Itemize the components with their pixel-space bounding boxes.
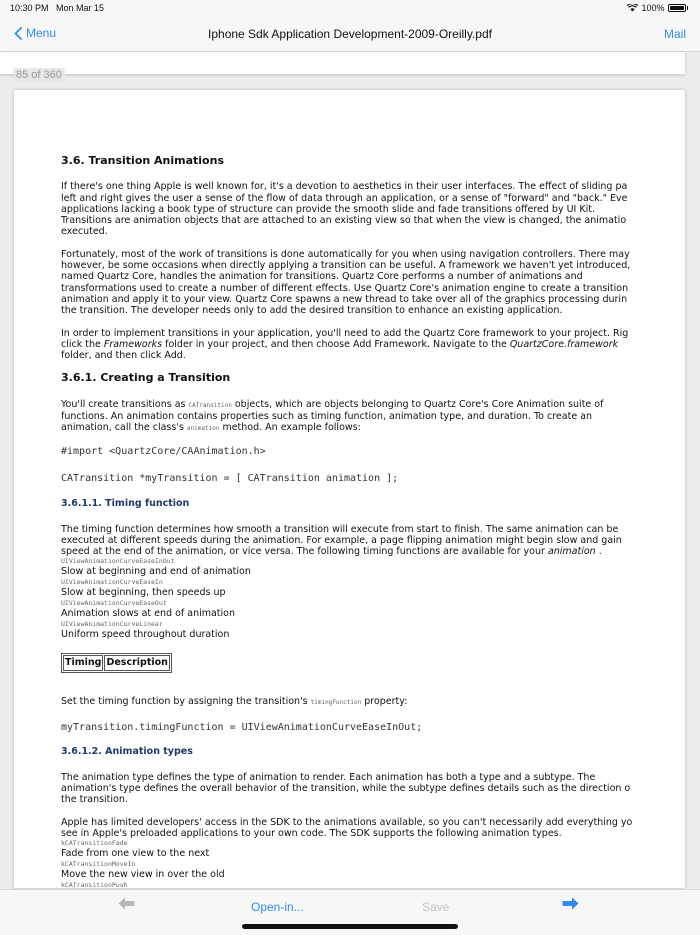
paragraph <box>61 181 639 237</box>
text-line: folder, and then click Add. <box>61 350 186 362</box>
page-indicator: 85 of 360 <box>13 68 65 82</box>
code-block: #import <QuartzCore/CAAnimation.h> <box>61 445 266 457</box>
save-button[interactable]: Save <box>422 900 450 914</box>
inline-code: animation <box>186 425 220 433</box>
text-italic: QuartzCore.framework <box>509 338 619 350</box>
pdf-page[interactable] <box>14 90 685 888</box>
definition-term: UIViewAnimationCurveLinear <box>61 620 163 629</box>
text-line: Apple has limited developers' access in the SDK to the animations available, so you can't necessarily add everything yo <box>61 816 633 828</box>
paragraph <box>61 399 639 435</box>
status-right <box>627 3 688 13</box>
subsection-heading: 3.6.1. Creating a Transition <box>61 371 231 385</box>
text-line: animation's type defines the overall behavior of the transition, while the subtype defines details such as the direction o <box>61 782 631 794</box>
text-line: applications lacking a book type of structure can provide the smooth slide and fade transitions offered by UI Kit. <box>61 203 595 215</box>
text-line: however, be some occasions when directly applying a transition can be useful. A framework we haven't yet introduced, <box>61 260 631 272</box>
inline-code: timingFunction <box>310 698 362 706</box>
mail-button[interactable]: Mail <box>663 27 686 41</box>
definition-desc: Slow at beginning and end of animation <box>61 566 251 578</box>
arrow-right-icon <box>562 897 579 910</box>
definition-desc: Slow at beginning, then speeds up <box>61 587 226 599</box>
text-line: Fortunately, most of the work of transitions is done automatically for you when using navigation controllers. There may <box>61 248 630 260</box>
table-header-cell: Timing <box>63 655 103 670</box>
definition-term: kCATransitionPush <box>61 881 128 888</box>
text-run: property: <box>361 695 408 707</box>
definition-term: UIViewAnimationCurveEaseInOut <box>61 557 175 566</box>
text-run: animation, call the class's <box>61 422 187 434</box>
text-line: see in Apple's preloaded applications to your own code. The SDK supports the following animation types. <box>61 827 562 839</box>
definition-desc: Fade from one view to the next <box>61 848 210 860</box>
text-run: objects, which are objects belonging to Quartz Core's Core Animation suite of <box>231 398 604 410</box>
text-italic: animation <box>547 546 596 558</box>
definition-term: kCATransitionMoveIn <box>61 860 136 869</box>
text-italic: Frameworks <box>103 338 163 350</box>
battery-percent: 100% <box>641 3 665 13</box>
status-bar <box>0 0 700 18</box>
definition-desc: Animation slows at end of animation <box>61 608 236 620</box>
text-run: Set the timing function by assigning the transition's <box>61 695 311 707</box>
definition-term: UIViewAnimationCurveEaseIn <box>61 578 163 587</box>
text-line: transformations used to create a number of different effects. Use Quartz Core's animation engine to create a transition <box>61 282 629 294</box>
chevron-left-icon <box>14 27 22 40</box>
text-line: the transition. <box>61 794 128 806</box>
definition-desc: Move the new view in over the old <box>61 869 225 881</box>
document-title: Iphone Sdk Application Development-2009-Oreilly.pdf <box>208 27 492 41</box>
previous-page <box>0 52 685 74</box>
text-line: functions. An animation contains properties such as timing function, animation type, and duration. To create an <box>61 411 593 423</box>
status-date: Mon Mar 15 <box>56 3 105 13</box>
text-line: the transition. The developer needs only to add the desired transition to enhance an existing application. <box>61 305 563 317</box>
paragraph <box>61 696 639 708</box>
text-run: . <box>595 546 602 558</box>
text-line: The timing function determines how smooth a transition will execute from start to finish. The same animation can be <box>61 523 619 535</box>
open-in-button[interactable]: Open-in... <box>251 900 304 914</box>
home-indicator <box>242 924 458 929</box>
table-header-cell: Description <box>104 655 169 670</box>
text-run: folder in your project, and then choose Add Framework. Navigate to the <box>162 338 510 350</box>
text-line: animation and apply it to your view. Quartz Core spawns a new thread to take over all of the graphics processing durin <box>61 293 628 305</box>
text-line: If there's one thing Apple is well known for, it's a devotion to aesthetics in their user interfaces. The effect of sliding pa <box>61 181 628 193</box>
table-header-row <box>63 655 170 670</box>
text-run: method. An example follows: <box>219 422 361 434</box>
definition-term: UIViewAnimationCurveEaseOut <box>61 599 167 608</box>
paragraph <box>61 328 639 362</box>
menu-button[interactable] <box>14 26 56 40</box>
paragraph <box>61 524 639 558</box>
definition-term: kCATransitionFade <box>61 839 128 848</box>
text-run: You'll create transitions as <box>61 398 189 410</box>
text-line: named Quartz Core, handles the animation for transitions. Quartz Core performs a number of animations and <box>61 271 583 283</box>
definition-desc: Uniform speed throughout duration <box>61 629 230 641</box>
page-content <box>61 146 639 888</box>
wifi-icon <box>627 4 638 12</box>
text-line: The animation type defines the type of animation to render. Each animation has both a type and a subtype. The <box>61 771 596 783</box>
next-page-button[interactable] <box>562 897 579 915</box>
code-block: myTransition.timingFunction = UIViewAnimationCurveEaseInOut; <box>61 722 423 734</box>
arrow-left-icon <box>118 897 135 910</box>
battery-icon <box>668 4 686 12</box>
battery-tip <box>687 6 689 10</box>
text-run: click the <box>61 338 104 350</box>
subsubsection-heading: 3.6.1.1. Timing function <box>61 498 190 510</box>
animation-type-list <box>61 839 639 888</box>
text-line: executed. <box>61 226 108 238</box>
timing-table <box>61 653 172 672</box>
subsubsection-heading: 3.6.1.2. Animation types <box>61 746 193 758</box>
code-block: CATransition *myTransition = [ CATransition animation ]; <box>61 472 399 484</box>
section-heading: 3.6. Transition Animations <box>61 154 224 167</box>
navigation-bar <box>0 18 700 52</box>
text-line: executed at different speeds during the animation. For example, a page flipping animation might begin slow and gain <box>61 534 622 546</box>
paragraph <box>61 249 639 317</box>
text-line: In order to implement transitions in your application, you'll need to add the Quartz Core framework to your project. Rig <box>61 327 629 339</box>
previous-page-button[interactable] <box>118 897 135 915</box>
paragraph <box>61 772 639 806</box>
menu-button-label: Menu <box>26 26 57 40</box>
status-time: 10:30 PM <box>10 3 49 13</box>
text-run: speed at the end of the animation, or vice versa. The following timing functions are available for your <box>61 546 548 558</box>
timing-function-list <box>61 557 639 641</box>
text-line: Transitions are animation objects that are attached to an existing view so that when the view is changed, the animatio <box>61 215 627 227</box>
paragraph <box>61 817 639 840</box>
text-line: left and right gives the user a sense of the flow of data through an application, or a sense of "forward" and "back." Eve <box>61 192 628 204</box>
inline-code: CATransition <box>188 401 232 409</box>
